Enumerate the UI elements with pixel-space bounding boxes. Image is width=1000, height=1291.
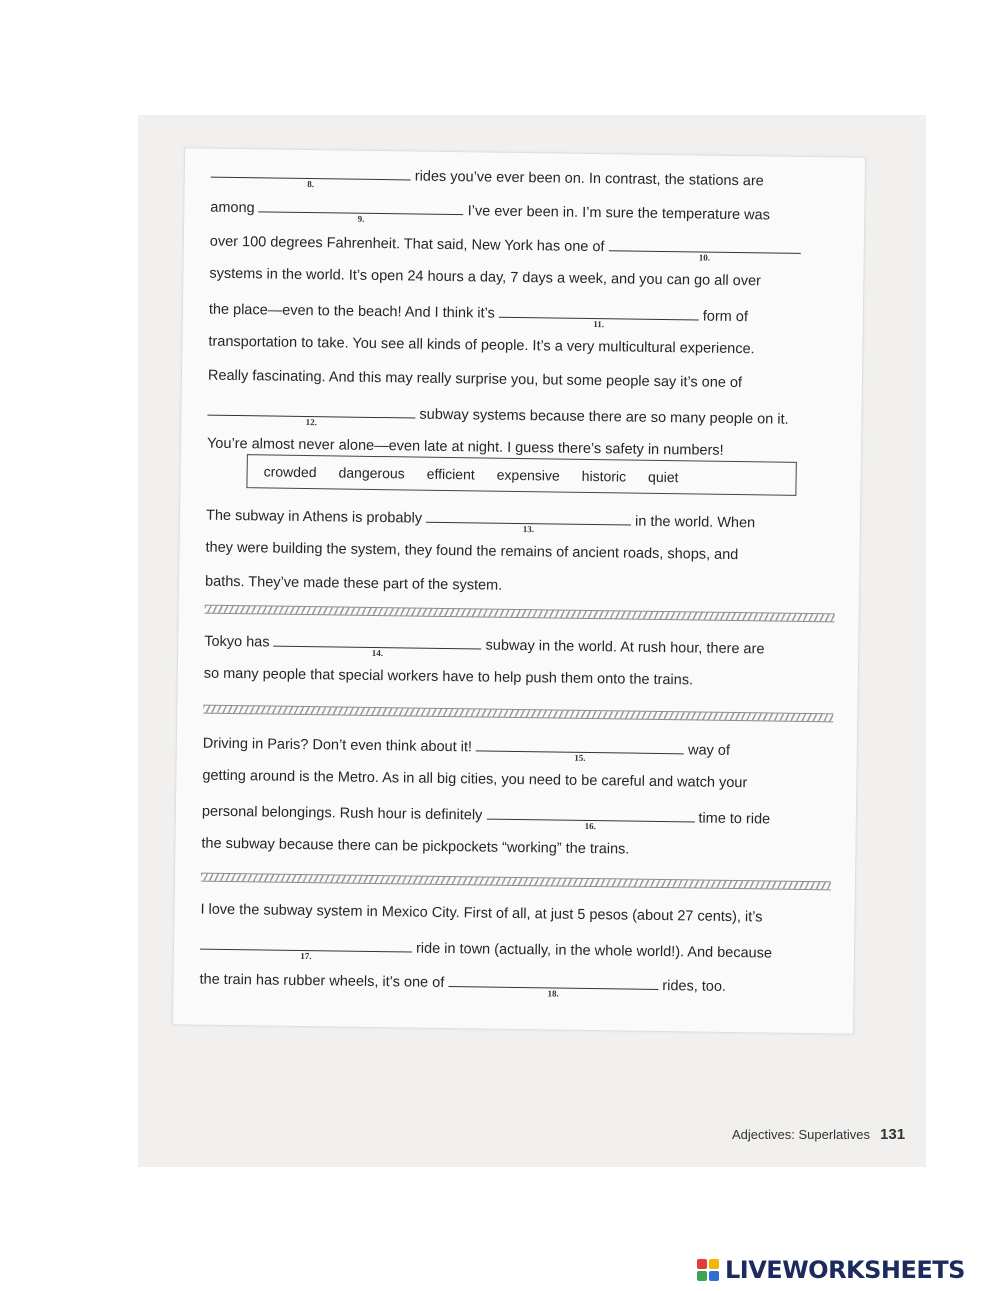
line-text: personal belongings. Rush hour is definitely — [201, 803, 483, 824]
line-text: Tokyo has — [204, 633, 270, 651]
line-text: way of — [687, 742, 731, 759]
word-bank — [246, 454, 796, 496]
word-bank-item: historic — [581, 467, 627, 485]
blank-number: 12. — [305, 417, 318, 428]
blank-16[interactable] — [486, 805, 694, 832]
blank-9[interactable] — [259, 197, 464, 224]
worksheet-card — [172, 147, 866, 1034]
line-text: in the world. When — [634, 513, 756, 532]
liveworksheets-logo-icon — [697, 1259, 719, 1281]
blank-number: 9. — [357, 213, 365, 224]
paragraph-mexico-city — [199, 901, 838, 1012]
blank-12[interactable] — [207, 401, 415, 428]
blank-10[interactable] — [609, 236, 801, 263]
logo-square — [697, 1259, 707, 1269]
line-text: the place—even to the beach! And I think it’s — [208, 301, 495, 322]
text-line: transportation to take. You see all kinds of people. It’s a very multicultural experience. — [208, 333, 755, 358]
blank-number: 14. — [371, 647, 384, 659]
blank-number: 15. — [574, 752, 586, 763]
blank-number: 18. — [547, 988, 559, 999]
logo-square — [709, 1271, 719, 1281]
text-line: Really fascinating. And this may really surprise you, but some people say it’s one of — [207, 367, 743, 392]
line-text: rides, too. — [662, 978, 727, 995]
brand-logo — [697, 1256, 965, 1284]
word-bank-item: dangerous — [338, 464, 405, 482]
logo-square — [709, 1259, 719, 1269]
blank-number: 16. — [584, 820, 596, 832]
text-line: they were building the system, they found the remains of ancient roads, shops, and — [205, 539, 739, 564]
line-text: subway in the world. At rush hour, there are — [485, 637, 765, 658]
paragraph-athens — [205, 505, 844, 616]
word-bank-item: crowded — [263, 463, 317, 481]
blank-13[interactable] — [426, 508, 631, 535]
word-bank-item: expensive — [496, 466, 560, 484]
line-text: subway systems because there are so many people on it. — [419, 406, 789, 428]
page-footer — [732, 1126, 905, 1143]
text-line: getting around is the Metro. As in all big cities, you need to be careful and watch your — [202, 767, 748, 792]
blank-number: 8. — [307, 179, 315, 190]
page-number: 131 — [880, 1126, 906, 1143]
paragraph-paris — [201, 733, 841, 878]
logo-square — [697, 1271, 707, 1281]
text-line: the subway because there can be pickpockets “working” the trains. — [201, 835, 630, 858]
blank-11[interactable] — [499, 303, 699, 330]
line-text: among — [210, 199, 255, 217]
word-bank-item: efficient — [426, 465, 475, 483]
text-line: so many people that special workers have to help push them onto the trains. — [203, 665, 694, 689]
line-text: rides you’ve ever been on. In contrast, the stations are — [414, 168, 764, 190]
blank-number: 11. — [593, 319, 605, 330]
blank-number: 13. — [522, 524, 535, 535]
blank-14[interactable] — [274, 632, 482, 659]
text-line: You’re almost never alone—even late at night. I guess there’s safety in numbers! — [206, 435, 724, 459]
line-text: Driving in Paris? Don’t even think about it! — [202, 735, 473, 756]
line-text: ride in town (actually, in the whole world!). And because — [415, 940, 773, 962]
text-line: I love the subway system in Mexico City. First of all, at just 5 pesos (about 27 cents), it’s — [200, 901, 763, 926]
blank-18[interactable] — [448, 972, 658, 999]
line-text: time to ride — [698, 810, 771, 828]
line-text: The subway in Athens is probably — [205, 507, 423, 527]
line-text: over 100 degrees Fahrenheit. That said, New York has one of — [209, 233, 605, 256]
blank-17[interactable] — [200, 935, 412, 962]
blank-number: 17. — [300, 950, 312, 962]
text-line: systems in the world. It’s open 24 hours a day, 7 days a week, and you can go all over — [209, 265, 762, 290]
blank-15[interactable] — [476, 736, 684, 763]
word-bank-item: quiet — [647, 468, 679, 486]
text-line: baths. They’ve made these part of the system. — [204, 573, 503, 594]
blank-8[interactable] — [211, 163, 411, 190]
brand-name: LIVEWORKSHEETS — [725, 1256, 965, 1284]
paragraph-new-york — [207, 163, 849, 478]
line-text: form of — [702, 308, 749, 326]
line-text: the train has rubber wheels, it’s one of — [199, 971, 445, 991]
section-divider — [203, 705, 833, 723]
line-text: I’ve ever been in. I’m sure the temperature was — [467, 203, 771, 224]
paragraph-tokyo — [203, 631, 842, 708]
blank-number: 10. — [698, 252, 711, 263]
section-title: Adjectives: Superlatives — [732, 1127, 871, 1142]
